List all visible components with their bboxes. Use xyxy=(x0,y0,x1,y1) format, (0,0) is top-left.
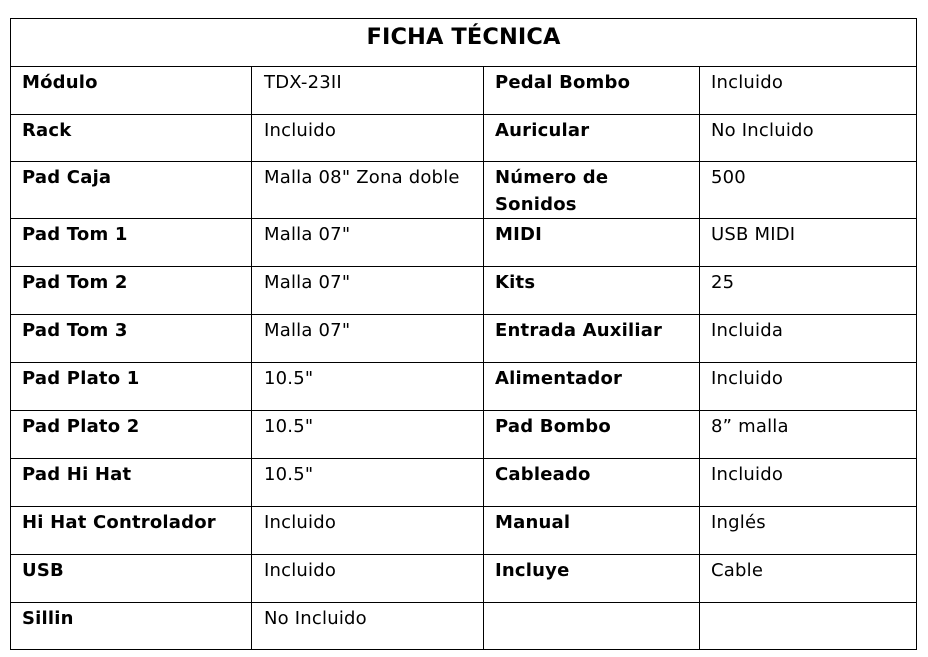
table-title: FICHA TÉCNICA xyxy=(11,19,917,67)
spec-value-cell: Inglés xyxy=(700,507,917,555)
spec-value-cell: 25 xyxy=(700,267,917,315)
spec-value-cell: 8” malla xyxy=(700,411,917,459)
spec-value-cell: No Incluido xyxy=(252,603,484,650)
spec-value-cell: Malla 08" Zona doble xyxy=(252,162,484,219)
spec-value-cell: Incluido xyxy=(700,67,917,115)
spec-value-cell: Malla 07" xyxy=(252,267,484,315)
spec-label-cell: Pad Tom 3 xyxy=(11,315,252,363)
table-row xyxy=(11,555,917,603)
table-row xyxy=(11,219,917,267)
spec-value-cell: Incluido xyxy=(252,507,484,555)
table-row xyxy=(11,67,917,115)
table-row xyxy=(11,459,917,507)
table-row xyxy=(11,115,917,162)
spec-label-cell: Pad Plato 2 xyxy=(11,411,252,459)
title-row xyxy=(11,19,917,67)
table-row xyxy=(11,315,917,363)
spec-label-cell: Alimentador xyxy=(484,363,700,411)
spec-value-cell: Incluido xyxy=(252,555,484,603)
spec-value-cell: Incluido xyxy=(700,363,917,411)
spec-label-cell: Pad Caja xyxy=(11,162,252,219)
spec-label-cell: Pad Bombo xyxy=(484,411,700,459)
spec-label-cell: Cableado xyxy=(484,459,700,507)
spec-label-cell: Manual xyxy=(484,507,700,555)
spec-value-cell xyxy=(700,603,917,650)
spec-label-cell: Sillin xyxy=(11,603,252,650)
spec-table-body xyxy=(11,19,917,650)
table-row xyxy=(11,507,917,555)
table-row xyxy=(11,162,917,219)
spec-label-cell: Pad Tom 2 xyxy=(11,267,252,315)
spec-label-cell: Pad Tom 1 xyxy=(11,219,252,267)
spec-value-cell: TDX-23II xyxy=(252,67,484,115)
spec-value-cell: Malla 07" xyxy=(252,219,484,267)
spec-label-cell: Kits xyxy=(484,267,700,315)
spec-table xyxy=(10,18,917,650)
spec-value-cell: Malla 07" xyxy=(252,315,484,363)
table-row xyxy=(11,267,917,315)
spec-value-cell: 10.5" xyxy=(252,459,484,507)
table-row xyxy=(11,363,917,411)
spec-label-cell: Auricular xyxy=(484,115,700,162)
spec-value-cell: 10.5" xyxy=(252,411,484,459)
spec-label-cell: USB xyxy=(11,555,252,603)
spec-value-cell: No Incluido xyxy=(700,115,917,162)
spec-label-cell: Entrada Auxiliar xyxy=(484,315,700,363)
spec-value-cell: Cable xyxy=(700,555,917,603)
spec-label-cell: Pedal Bombo xyxy=(484,67,700,115)
spec-value-cell: Incluido xyxy=(700,459,917,507)
spec-label-cell xyxy=(484,603,700,650)
spec-value-cell: Incluida xyxy=(700,315,917,363)
table-row xyxy=(11,411,917,459)
table-row xyxy=(11,603,917,650)
spec-label-cell: Pad Hi Hat xyxy=(11,459,252,507)
spec-value-cell: 500 xyxy=(700,162,917,219)
spec-value-cell: 10.5" xyxy=(252,363,484,411)
spec-value-cell: Incluido xyxy=(252,115,484,162)
spec-value-cell: USB MIDI xyxy=(700,219,917,267)
spec-label-cell: Hi Hat Controlador xyxy=(11,507,252,555)
spec-label-cell: Pad Plato 1 xyxy=(11,363,252,411)
spec-label-cell: Incluye xyxy=(484,555,700,603)
spec-label-cell: Rack xyxy=(11,115,252,162)
spec-label-cell: Número de Sonidos xyxy=(484,162,700,219)
spec-label-cell: Módulo xyxy=(11,67,252,115)
spec-label-cell: MIDI xyxy=(484,219,700,267)
